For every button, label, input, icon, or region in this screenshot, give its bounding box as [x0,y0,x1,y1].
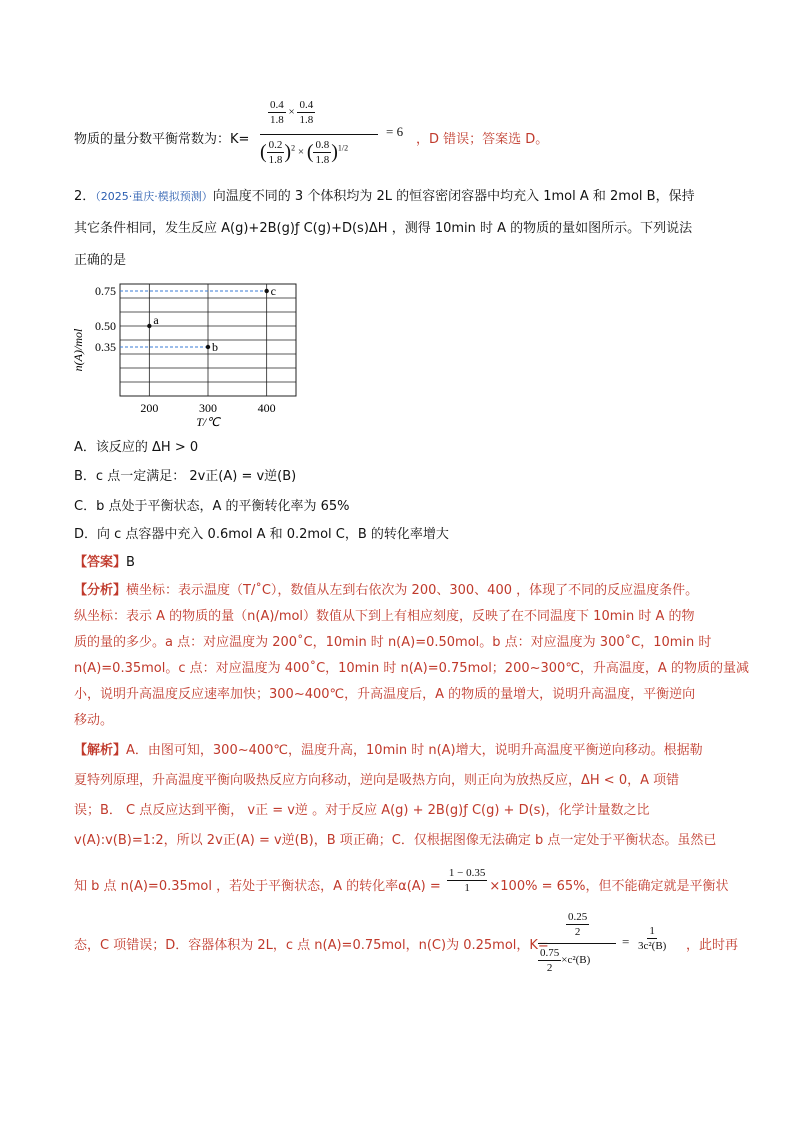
chart-points [147,284,276,354]
chart-x-ticks [140,401,275,415]
question-line-3: 正确的是 [74,253,127,268]
chart-ylabel: n(A)/mol [71,328,85,372]
answer-value: B [126,555,135,570]
k-result: = 6 [386,124,404,139]
y-tick-label: 0.50 [95,319,116,333]
k-formula-block [74,96,549,176]
question-number: 2． [74,189,96,204]
solution-block [74,740,734,852]
analysis-line: 质的量的多少。a 点：对应温度为 200˚C，10min 时 n(A)=0.50mol。b 点：对应温度为 300˚C，10min 时 [74,635,712,650]
analysis-line: 小，说明升高温度反应速率加快；300~400℃，升高温度后，A 的物质的量增大，说明升高温度，平衡逆向 [74,687,696,702]
solution-line: A．由图可知，300~400℃，温度升高，10min 时 n(A)增大，说明升高温度平衡逆向移动。根据勒 [126,743,703,758]
solution-tag: 【解析】 [74,743,127,758]
analysis-line: n(A)=0.35mol。c 点：对应温度为 400˚C，10min 时 n(A)=0.75mol；200~300℃，升高温度，A 的物质的量减 [74,661,749,676]
k-formula-prefix: 物质的量分数平衡常数为：K= [74,132,250,147]
k-big-fraction [260,96,380,176]
x-tick-label: 400 [257,401,276,415]
y-tick-label: 0.75 [95,284,116,298]
data-point-c [264,289,268,293]
question-line-1: 2．（2025·重庆·模拟预测）向温度不同的 3 个体积均为 2L 的恒容密闭容器中均充入 1mol A 和 2mol B，保持 [74,189,695,204]
chart-y-ticks [95,284,116,354]
data-point-a [147,324,151,328]
solution-line: v(A):v(B)=1:2，所以 2v正(A) = v逆(B)，B 项正确；C．仅根据图像无法确定 b 点一定处于平衡状态。虽然已 [74,833,717,848]
point-label-c: c [270,284,276,298]
answer-tag: 【答案】 [74,555,127,570]
solution-line: 误；B． C 点反应达到平衡， v正 = v逆 。对于反应 A(g) + 2B(g)ƒ C(g) + D(s)，化学计量数之比 [74,803,650,818]
conversion-fraction: $\frac{1 - 0.35}{1}$ [448,867,486,894]
solution-line-5: 知 b 点 n(A)=0.35mol ，若处于平衡状态，A 的转化率α(A) = $\frac{1 - 0.35}{1}$ ×100% = 65%，但不能确定就是平衡状 [74,867,729,894]
option-a[interactable]: A．该反应的 ΔH > 0 [74,440,199,455]
point-label-b: b [212,340,218,354]
y-tick-label: 0.35 [95,340,116,354]
question-line-2: 其它条件相同，发生反应 A(g)+2B(g)ƒ C(g)+D(s)ΔH ，测得 10min 时 A 的物质的量如图所示。下列说法 [74,221,693,236]
k-suffix: ，D 错误；答案选 D。 [416,132,549,147]
option-c[interactable]: C．b 点处于平衡状态，A 的平衡转化率为 65% [74,499,350,514]
analysis-line: 纵坐标：表示 A 的物质的量（n(A)/mol）数值从下到上有相应刻度，反映了在不同温度下 10min 时 A 的物 [74,609,695,624]
nA-temperature-chart [70,280,310,430]
point-label-a: a [153,313,159,327]
x-tick-label: 300 [199,401,217,415]
analysis-tag: 【分析】 [74,583,127,598]
x-tick-label: 200 [140,401,159,415]
k-numerator: $\frac{0.4}{1.8}$ × $\frac{0.4}{1.8}$ [270,99,314,126]
solution-line-6: 态，C 项错误；D．容器体积为 2L，c 点 n(A)=0.75mol，n(C)为 0.25mol，K= $\frac{0.25}{2}$ $\frac{0.75}{2}$ ×c²(B) = $\frac{1}{\text{3c²(B)}}$ ，此时再 [74,911,739,974]
chart-xlabel: T/℃ [196,415,220,429]
solution-line: 夏特列原理，升高温度平衡向吸热反应方向移动，逆向是吸热方向，则正向为放热反应，ΔH < 0，A 项错 [74,773,680,788]
analysis-line: 横坐标：表示温度（T/˚C），数值从左到右依次为 200、300、400 ，体现了不同的反应温度条件。 [126,583,699,598]
chart-dashed-guides [120,291,267,347]
option-b[interactable]: B．c 点一定满足： 2v正(A) = v逆(B) [74,469,297,484]
k-denominator: ( $\frac{0.2}{1.8}$ )$^2$ × ( $\frac{0.8}{1.8}$ )$^{1/2}$ [260,139,349,166]
analysis-block [74,580,749,732]
question-source: （2025·重庆·模拟预测） [95,190,213,203]
k-result-fraction: $\frac{1}{\text{3c²(B)}}$ [638,925,667,952]
data-point-b [206,345,210,349]
option-d[interactable]: D．向 c 点容器中充入 0.6mol A 和 0.2mol C，B 的转化率增大 [74,527,449,542]
analysis-line: 移动。 [74,713,114,728]
answer-line [74,552,135,574]
k-main-fraction-bar [260,134,378,135]
k-c-fraction-bar [538,943,616,944]
chart-grid [120,284,296,396]
